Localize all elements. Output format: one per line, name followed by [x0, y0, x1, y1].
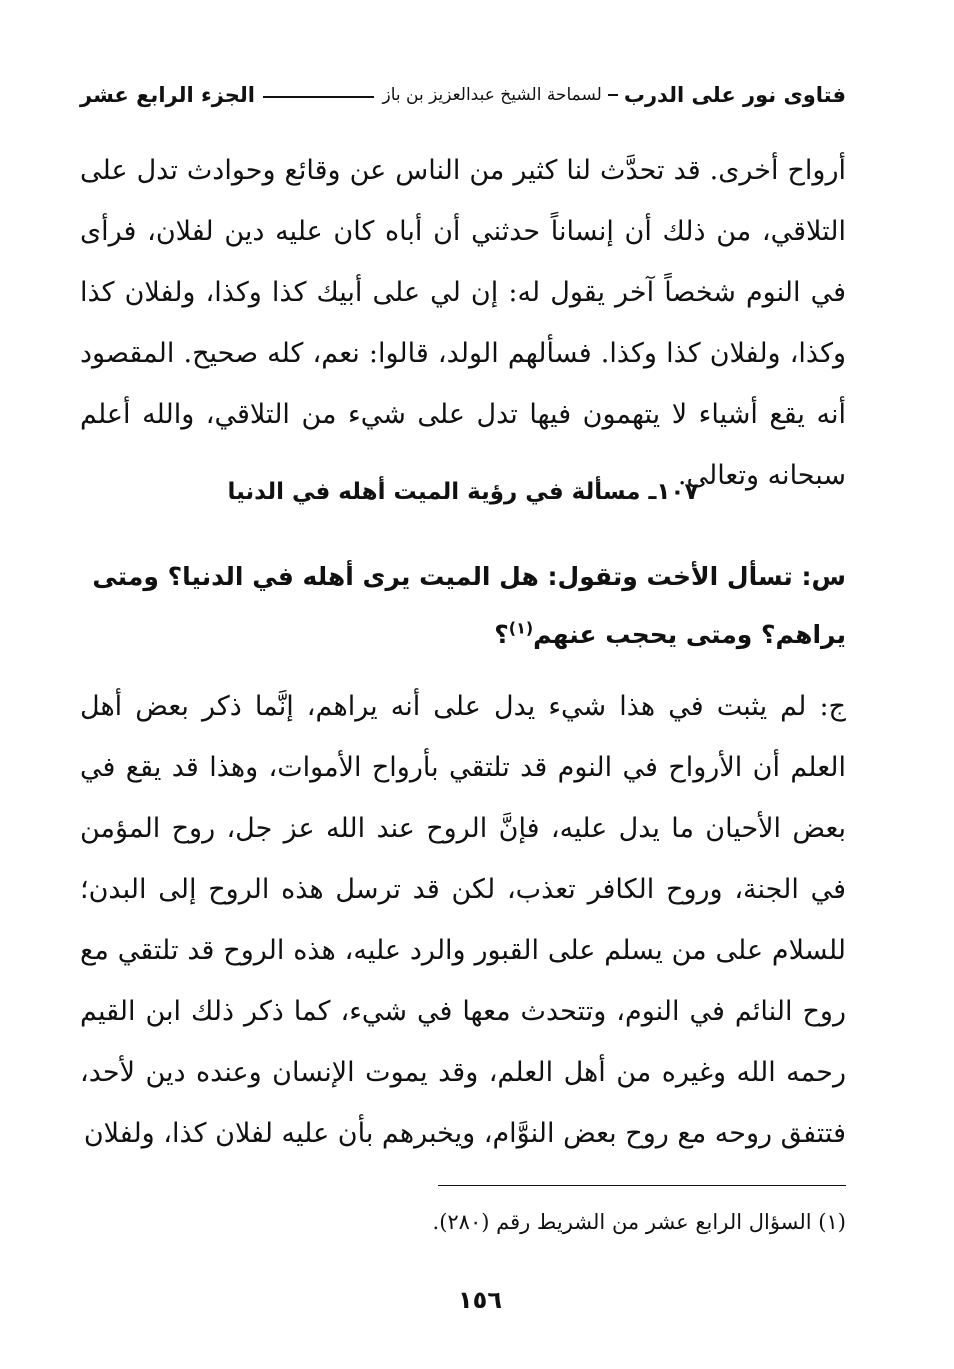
- question-text: س: تسأل الأخت وتقول: هل الميت يرى أهله في الدنيا؟ ومتى يراهم؟ ومتى يحجب عنهم: [92, 562, 846, 649]
- header-rule: [263, 96, 374, 98]
- volume-label: الجزء الرابع عشر: [80, 83, 255, 107]
- intro-paragraph: أرواح أخرى. قد تحدَّث لنا كثير من الناس عن وقائع وحوادث تدل على التلاقي، من ذلك أن إنساناً حدثني أن أباه كان عليه دين لفلان، فرأى في النوم شخصاً آخر يقول له: إن لي على أبيك كذا وكذا، ولفلان كذا وكذا، ولفلان كذا وكذا. فسألهم الولد، قالوا: نعم، كله صحيح. المقصود أنه يقع أشياء لا يتهمون فيها تدل على شيء من التلاقي، والله أعلم سبحانه وتعالى.: [80, 155, 846, 491]
- running-header: [80, 78, 846, 112]
- question-paragraph: [80, 548, 846, 664]
- header-separator: [608, 94, 618, 96]
- footnote-rule: [438, 1185, 846, 1186]
- section-heading: ١٠٧ـ مسألة في رؤية الميت أهله في الدنيا: [227, 479, 699, 505]
- book-title: فتاوى نور على الدرب: [623, 83, 846, 107]
- header-title-group: [382, 83, 846, 107]
- footnote-reference: (١): [508, 618, 534, 638]
- footnote: (١) السؤال الرابع عشر من الشريط رقم (٢٨٠).: [432, 1210, 846, 1234]
- answer-paragraph: ج: لم يثبت في هذا شيء يدل على أنه يراهم، إنَّما ذكر بعض أهل العلم أن الأرواح في النوم قد تلتقي بأرواح الأموات، وهذا قد يقع في بعض الأحيان ما يدل عليه، فإنَّ الروح عند الله عز جل، روح المؤمن في الجنة، وروح الكافر تعذب، لكن قد ترسل هذه الروح إلى البدن؛ للسلام على من يسلم على القبور والرد عليه، هذه الروح قد تلتقي مع روح النائم في النوم، وتتحدث معها في شيء، كما ذكر ذلك ابن القيم رحمه الله وغيره من أهل العلم، وقد يموت الإنسان وعنده دين لأحد، فتتفق روحه مع روح بعض النوَّام، ويخبرهم بأن عليه لفلان كذا، ولفلان: [80, 691, 846, 1149]
- page-number: ١٥٦: [458, 1286, 502, 1314]
- question-end-mark: ؟: [494, 620, 509, 649]
- author-name: لسماحة الشيخ عبدالعزيز بن باز: [382, 85, 602, 105]
